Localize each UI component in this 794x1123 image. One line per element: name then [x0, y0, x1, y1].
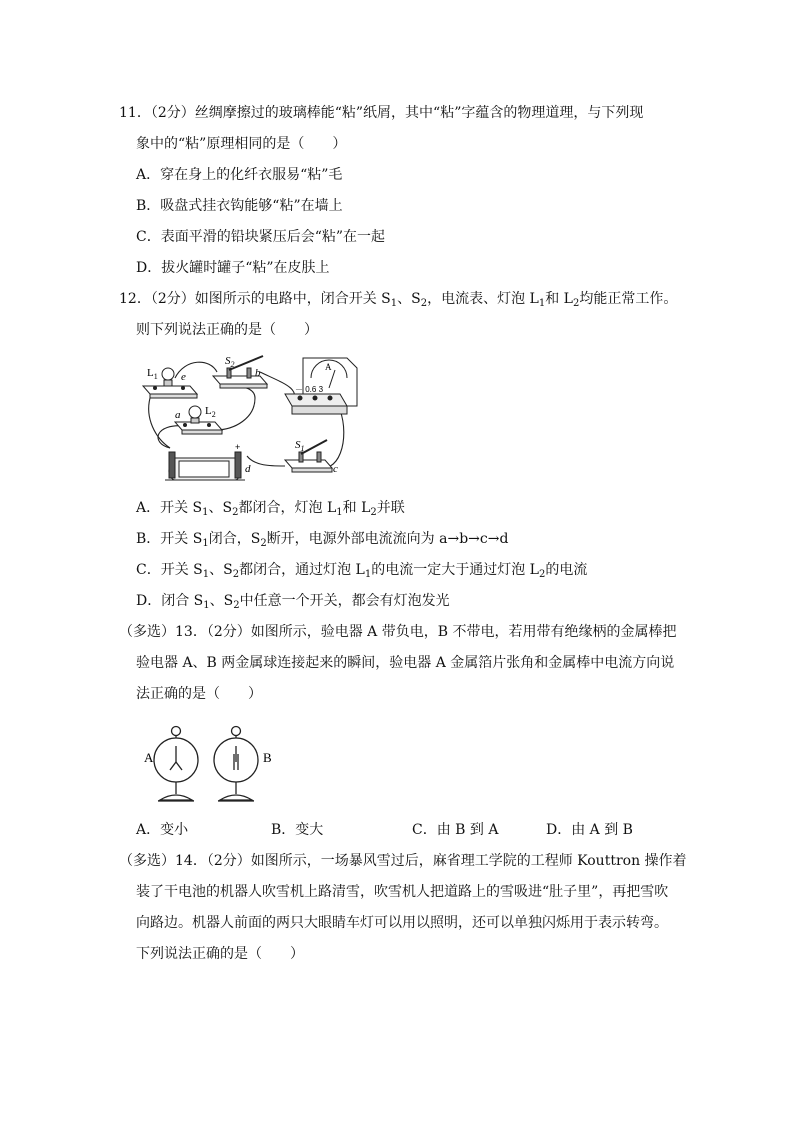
q13-stem-line1: （多选）13．（2分）如图所示，验电器 A 带负电，B 不带电，若用带有绝缘柄的金属棒把: [119, 624, 677, 640]
q11-option-d: D．拔火罐时罐子“粘”在皮肤上: [136, 260, 330, 276]
electroscope-b: [214, 727, 258, 802]
electroscope-a: [154, 727, 198, 802]
q13-stem-line2: 验电器 A、B 两金属球连接起来的瞬间，验电器 A 金属箔片张角和金属棒中电流方向说: [136, 655, 675, 671]
label-a: a: [175, 409, 181, 421]
q11-option-b: B．吸盘式挂衣钩能够“粘”在墙上: [136, 198, 343, 214]
switch-s1: [285, 440, 332, 472]
q13-option-b: B．变大: [271, 822, 324, 838]
q12-stem-line1: 12．（2分）如图所示的电路中，闭合开关 $S_1$、$S_2$，电流表、灯泡 $L_1$和 $L_2$均能正常工作。: [119, 291, 678, 309]
q12-option-a: A．开关 $S_1$、$S_2$都闭合，灯泡 $L_1$和 $L_2$并联: [136, 500, 405, 518]
label-l1: $L_1$: [147, 367, 158, 381]
q13-option-c: C．由 B 到 A: [412, 822, 499, 838]
label-c: c: [333, 463, 338, 475]
label-l2: $L_2$: [205, 405, 216, 419]
q14-stem-line4: 下列说法正确的是（ ）: [136, 946, 304, 962]
label-electroscope-a: A: [144, 750, 154, 765]
q12-stem-line2: 则下列说法正确的是（ ）: [136, 322, 318, 338]
q11-option-c: C．表面平滑的铅块紧压后会“粘”在一起: [136, 229, 386, 245]
label-electroscope-b: B: [263, 750, 272, 765]
q12-option-b: B．开关 $S_1$闭合，$S_2$断开，电源外部电流流向为 a→b→c→d: [136, 531, 509, 549]
q14-stem-line3: 向路边。机器人前面的两只大眼睛车灯可以用以照明，还可以单独闪烁用于表示转弯。: [136, 915, 668, 931]
circuit-diagram: [135, 348, 365, 490]
battery: [165, 452, 245, 480]
electroscope-diagram: [140, 718, 280, 806]
q13-option-d: D．由 A 到 B: [546, 822, 633, 838]
q11-stem-line2: 象中的“粘”原理相同的是（ ）: [136, 136, 347, 152]
q12-option-c: C．开关 $S_1$、$S_2$都闭合，通过灯泡 $L_1$的电流一定大于通过灯泡 $L_2$的电流: [136, 562, 588, 580]
ammeter-letter: A: [325, 362, 332, 372]
q14-stem-line1: （多选）14．（2分）如图所示，一场暴风雪过后，麻省理工学院的工程师 Kouttron 操作着: [119, 853, 687, 869]
ammeter-scale: － 0.6 3: [295, 385, 324, 394]
q13-option-a: A．变小: [136, 822, 189, 838]
label-s1: $S_1$: [295, 439, 305, 453]
label-e: e: [181, 371, 186, 383]
battery-plus: +: [235, 442, 241, 452]
q13-stem-line3: 法正确的是（ ）: [136, 686, 262, 702]
label-b: b: [255, 367, 261, 379]
label-s2: $S_2$: [225, 355, 235, 369]
q12-option-d: D．闭合 $S_1$、$S_2$中任意一个开关，都会有灯泡发光: [136, 593, 450, 611]
q11-option-a: A．穿在身上的化纤衣服易“粘”毛: [136, 167, 343, 183]
q14-stem-line2: 装了干电池的机器人吹雪机上路清雪，吹雪机人把道路上的雪吸进“肚子里”，再把雪吹: [136, 884, 669, 900]
q11-stem-line1: 11．（2分）丝绸摩擦过的玻璃棒能“粘”纸屑，其中“粘”字蕴含的物理道理，与下列现: [119, 105, 644, 121]
label-d: d: [245, 463, 251, 475]
